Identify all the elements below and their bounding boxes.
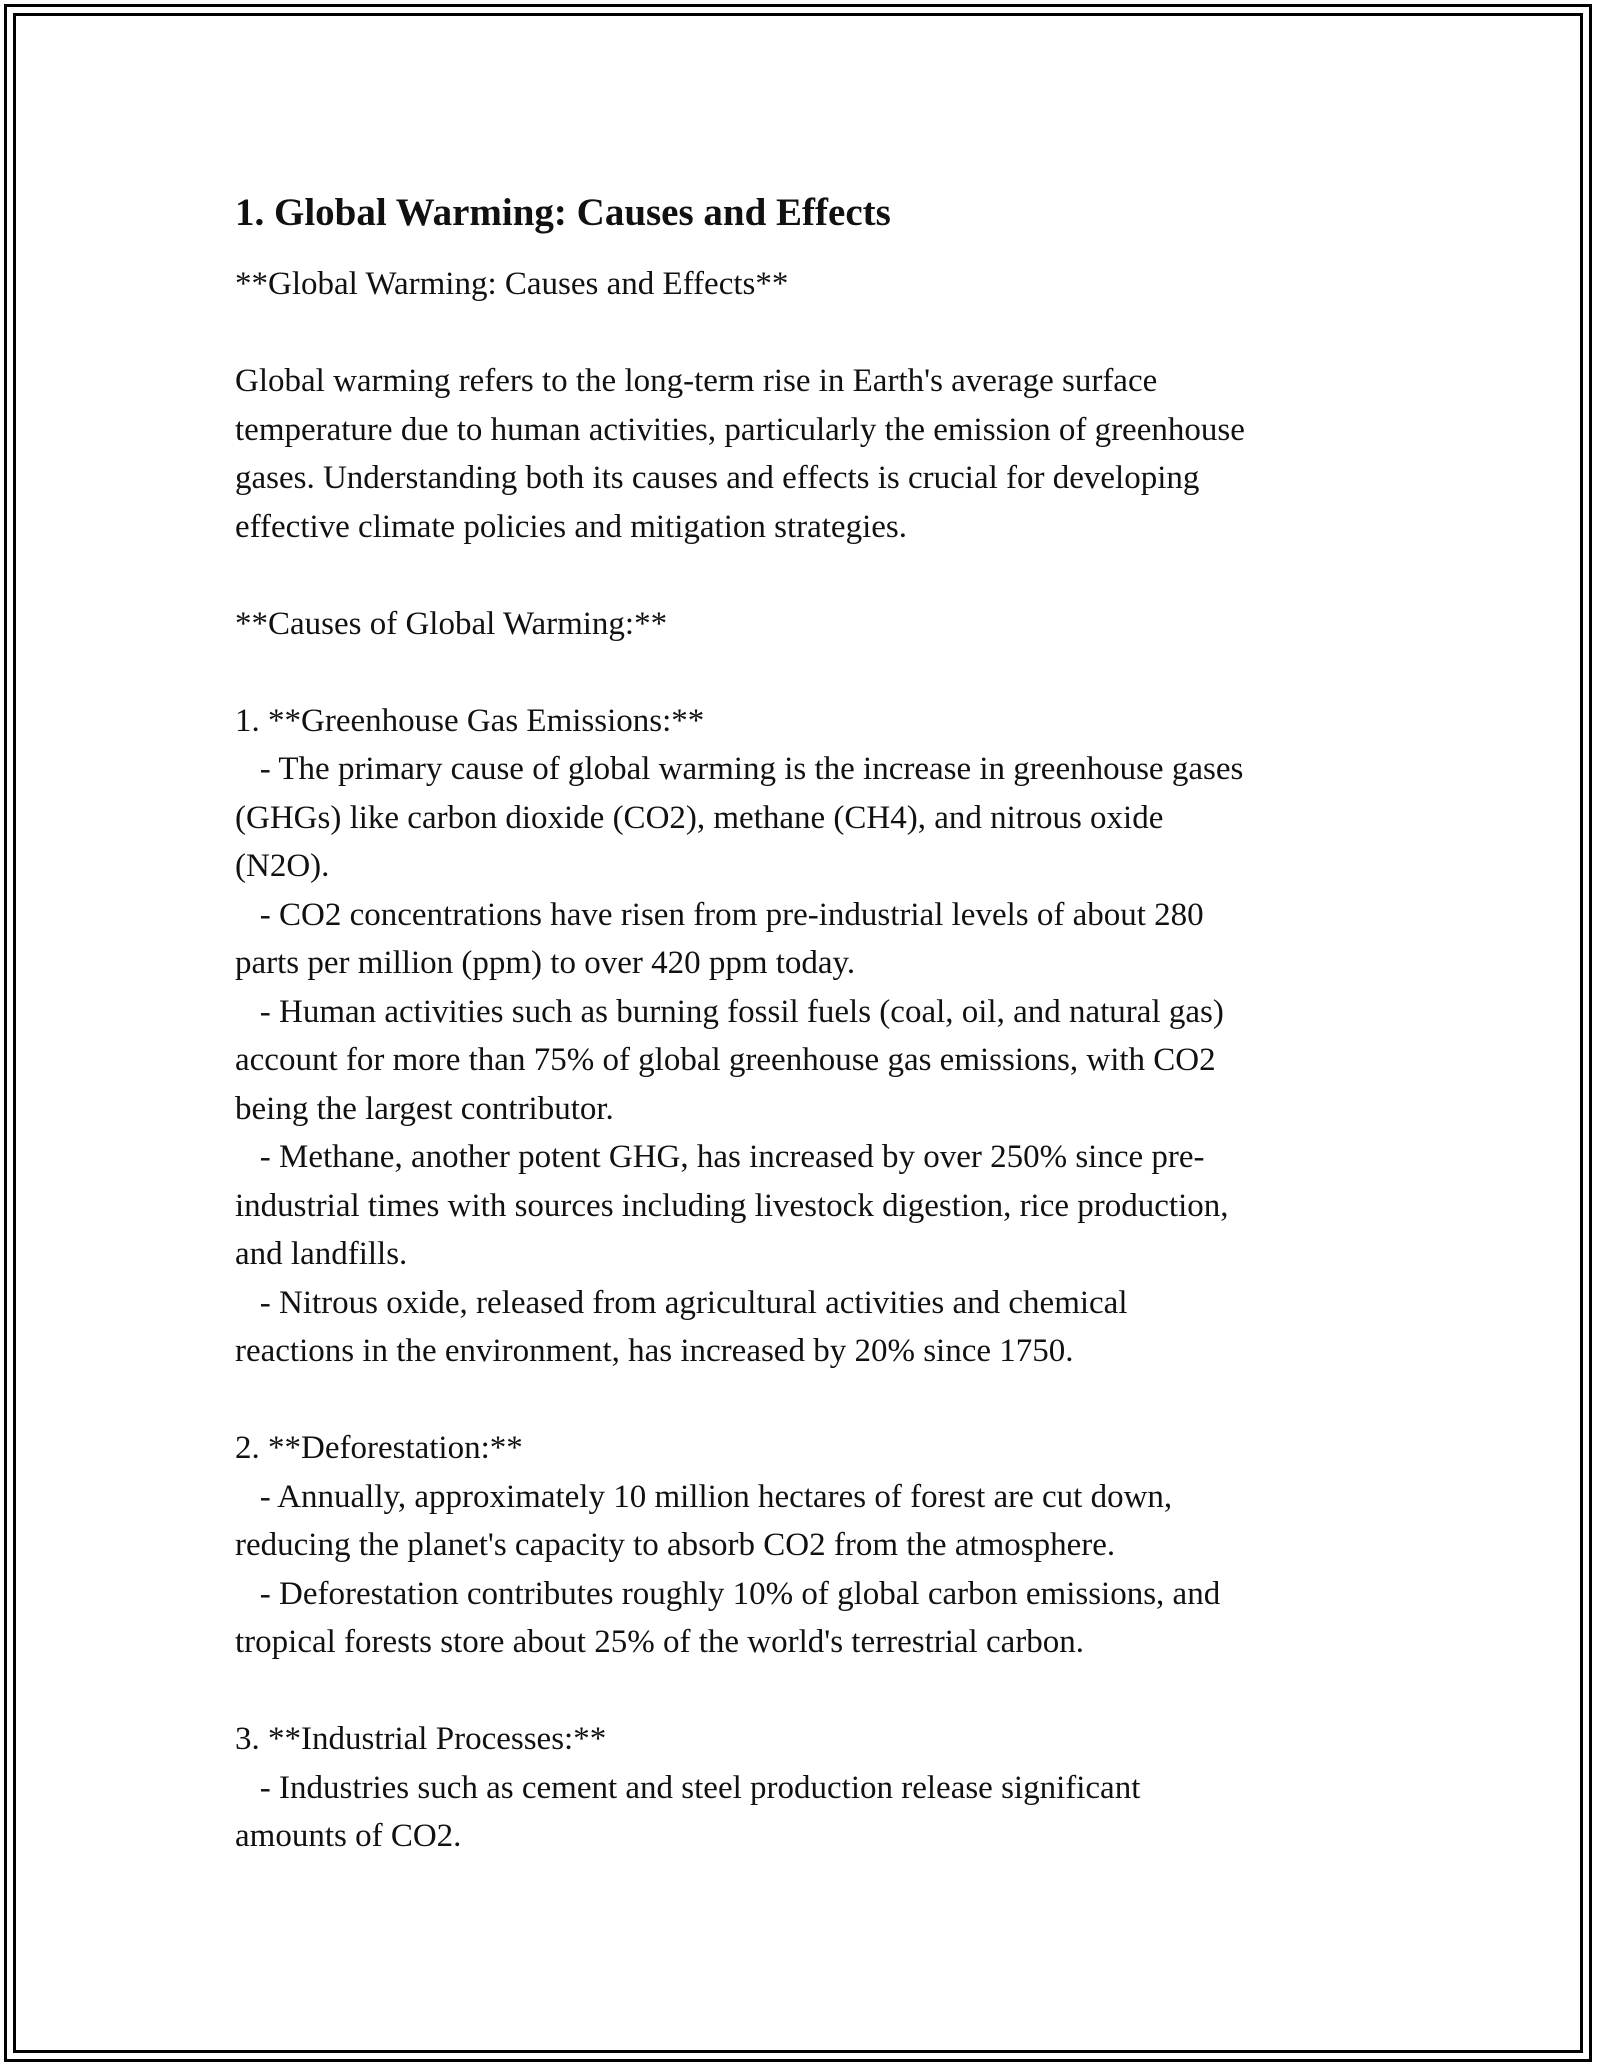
text-line: - CO2 concentrations have risen from pre-industrial levels of about 280 [235,896,1204,933]
text-line: (GHGs) like carbon dioxide (CO2), methane (CH4), and nitrous oxide [235,799,1164,836]
text-line: 3. **Industrial Processes:** [235,1721,607,1757]
text-line: - Industries such as cement and steel production release significant [235,1769,1141,1806]
text-line: temperature due to human activities, particularly the emission of greenhouse [235,411,1245,448]
text-line: **Global Warming: Causes and Effects** [235,266,789,302]
text-line: and landfills. [235,1236,408,1272]
blank-line [235,1376,1375,1425]
text-line: reducing the planet's capacity to absorb CO2 from the atmosphere. [235,1527,1116,1563]
text-line: reactions in the environment, has increased by 20% since 1750. [235,1333,1074,1369]
text-line: - Human activities such as burning fossil fuels (coal, oil, and natural gas) [235,993,1224,1030]
text-line: parts per million (ppm) to over 420 ppm today. [235,945,856,981]
document-body [235,186,1375,1861]
text-line: - Nitrous oxide, released from agricultural activities and chemical [235,1284,1128,1321]
text-line: (N2O). [235,848,330,884]
text-line: - Annually, approximately 10 million hectares of forest are cut down, [235,1478,1173,1515]
blank-line [235,551,1375,600]
text-line: gases. Understanding both its causes and effects is crucial for developing [235,460,1200,496]
text-line: being the largest contributor. [235,1090,614,1127]
text-line: Global warming refers to the long-term rise in Earth's average surface [235,363,1158,399]
text-line: **Causes of Global Warming:** [235,605,668,642]
text-line: account for more than 75% of global greenhouse gas emissions, with CO2 [235,1042,1216,1078]
blank-line [235,309,1375,358]
text-line: - Deforestation contributes roughly 10% of global carbon emissions, and [235,1575,1221,1612]
text-line: effective climate policies and mitigation strategies. [235,508,907,545]
text-line: tropical forests store about 25% of the world's terrestrial carbon. [235,1624,1085,1660]
document-title: 1. Global Warming: Causes and Effects [235,191,891,234]
text-line: industrial times with sources including livestock digestion, rice production, [235,1187,1229,1224]
text-line: - The primary cause of global warming is the increase in greenhouse gases [235,751,1244,787]
text-line: 1. **Greenhouse Gas Emissions:** [235,702,705,739]
text-line: 2. **Deforestation:** [235,1430,523,1466]
blank-line [235,1667,1375,1716]
text-line: amounts of CO2. [235,1818,462,1854]
blank-line [235,648,1375,697]
text-line: - Methane, another potent GHG, has increased by over 250% since pre- [235,1139,1205,1175]
document-text [235,260,1375,1861]
